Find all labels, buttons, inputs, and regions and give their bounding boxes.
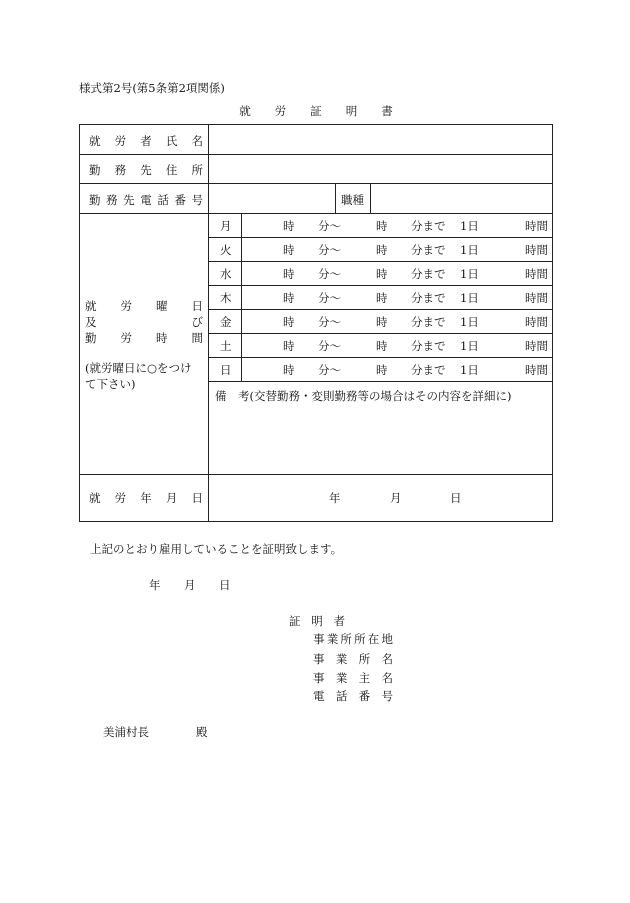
- row-divider: [208, 381, 553, 382]
- time-hour-to: 時: [376, 291, 388, 305]
- remarks-label: 備 考(交替勤務・変則勤務等の場合はその内容を詳細に): [215, 389, 512, 403]
- day-row-4: [208, 309, 553, 332]
- table-border-left: [79, 124, 80, 522]
- time-minute-from: 分〜: [318, 363, 341, 377]
- time-minute-to: 分まで: [411, 219, 446, 233]
- worker-name-label: 就 労 者 氏 名: [89, 134, 203, 148]
- issue-date-year: 年: [149, 578, 161, 592]
- row-divider: [79, 183, 553, 184]
- time-hour-to: 時: [376, 315, 388, 329]
- owner-name-label: 事 業 主 名: [313, 671, 393, 685]
- time-minute-to: 分まで: [411, 315, 446, 329]
- day-row-1: [208, 237, 553, 260]
- time-per-day: 1日: [460, 315, 479, 329]
- table-border-bottom: [79, 521, 553, 522]
- day-label[interactable]: 日: [220, 363, 232, 377]
- time-per-day: 1日: [460, 219, 479, 233]
- time-hour: 時: [283, 267, 295, 281]
- time-per-day: 1日: [460, 243, 479, 257]
- issue-date-day: 日: [219, 578, 231, 592]
- work-days-label-line2: 及 び: [85, 315, 203, 329]
- document-title: 就労証明書: [239, 104, 417, 118]
- time-minute-to: 分まで: [411, 267, 446, 281]
- addressee: [103, 724, 208, 740]
- day-label[interactable]: 木: [220, 291, 232, 305]
- time-minute-from: 分〜: [318, 291, 341, 305]
- table-border-top: [79, 124, 553, 125]
- time-minute-from: 分〜: [318, 219, 341, 233]
- time-hours: 時間: [525, 243, 548, 257]
- employment-date-month: 月: [390, 491, 402, 505]
- day-label[interactable]: 月: [220, 219, 232, 233]
- time-minute-to: 分まで: [411, 243, 446, 257]
- time-minute-from: 分〜: [318, 339, 341, 353]
- time-hour-to: 時: [376, 267, 388, 281]
- phone-label: 電 話 番 号: [313, 689, 393, 703]
- employment-date-label: 就 労 年 月 日: [89, 491, 203, 505]
- time-minute-from: 分〜: [318, 243, 341, 257]
- job-type-label: 職種: [341, 193, 364, 207]
- time-per-day: 1日: [460, 267, 479, 281]
- time-hour: 時: [283, 363, 295, 377]
- office-address-label: 事 業 所 所 在 地: [313, 632, 393, 646]
- day-row-0: [208, 213, 553, 236]
- day-label[interactable]: 火: [220, 243, 232, 257]
- day-row-2: [208, 261, 553, 284]
- employment-date-day: 日: [450, 491, 462, 505]
- row-divider: [79, 154, 553, 155]
- honorific: 殿: [196, 725, 208, 739]
- day-label[interactable]: 水: [220, 267, 232, 281]
- time-hour: 時: [283, 291, 295, 305]
- time-minute-from: 分〜: [318, 315, 341, 329]
- time-per-day: 1日: [460, 339, 479, 353]
- time-per-day: 1日: [460, 291, 479, 305]
- time-hour-to: 時: [376, 339, 388, 353]
- time-minute-from: 分〜: [318, 267, 341, 281]
- time-hours: 時間: [525, 267, 548, 281]
- job-type-divider-right: [370, 183, 371, 213]
- day-label[interactable]: 金: [220, 315, 232, 329]
- day-row-5: [208, 333, 553, 356]
- issue-date-month: 月: [184, 578, 196, 592]
- time-hour: 時: [283, 339, 295, 353]
- employment-date-year: 年: [329, 491, 341, 505]
- time-hour: 時: [283, 243, 295, 257]
- office-name-label: 事 業 所 名: [313, 652, 393, 666]
- time-hour: 時: [283, 219, 295, 233]
- work-days-note: (就労曜日に○をつけて下さい): [85, 361, 192, 391]
- row-divider: [79, 474, 553, 475]
- time-hours: 時間: [525, 363, 548, 377]
- time-minute-to: 分まで: [411, 291, 446, 305]
- time-hour-to: 時: [376, 363, 388, 377]
- day-row-3: [208, 285, 553, 308]
- day-row-6: [208, 357, 553, 380]
- work-days-label-line3: 勤 労 時 間: [85, 331, 203, 345]
- time-hours: 時間: [525, 291, 548, 305]
- time-hour-to: 時: [376, 219, 388, 233]
- certification-statement: 上記のとおり雇用していることを証明致します。: [90, 542, 343, 556]
- certificate-table: [79, 124, 553, 522]
- workplace-phone-label: 勤 務 先 電 話 番 号: [89, 193, 203, 207]
- time-hours: 時間: [525, 339, 548, 353]
- work-days-label-line1: 就 労 曜 日: [85, 299, 203, 313]
- form-number: 様式第2号(第5条第2項関係): [79, 81, 225, 95]
- time-hours: 時間: [525, 315, 548, 329]
- certifier-label: 証 明 者: [289, 614, 345, 628]
- time-hour: 時: [283, 315, 295, 329]
- time-hour-to: 時: [376, 243, 388, 257]
- time-minute-to: 分まで: [411, 339, 446, 353]
- job-type-divider-left: [335, 183, 336, 213]
- day-label[interactable]: 土: [220, 339, 232, 353]
- addressee-name: 美浦村長: [103, 725, 149, 739]
- time-minute-to: 分まで: [411, 363, 446, 377]
- workplace-address-label: 勤 務 先 住 所: [89, 163, 203, 177]
- time-per-day: 1日: [460, 363, 479, 377]
- time-hours: 時間: [525, 219, 548, 233]
